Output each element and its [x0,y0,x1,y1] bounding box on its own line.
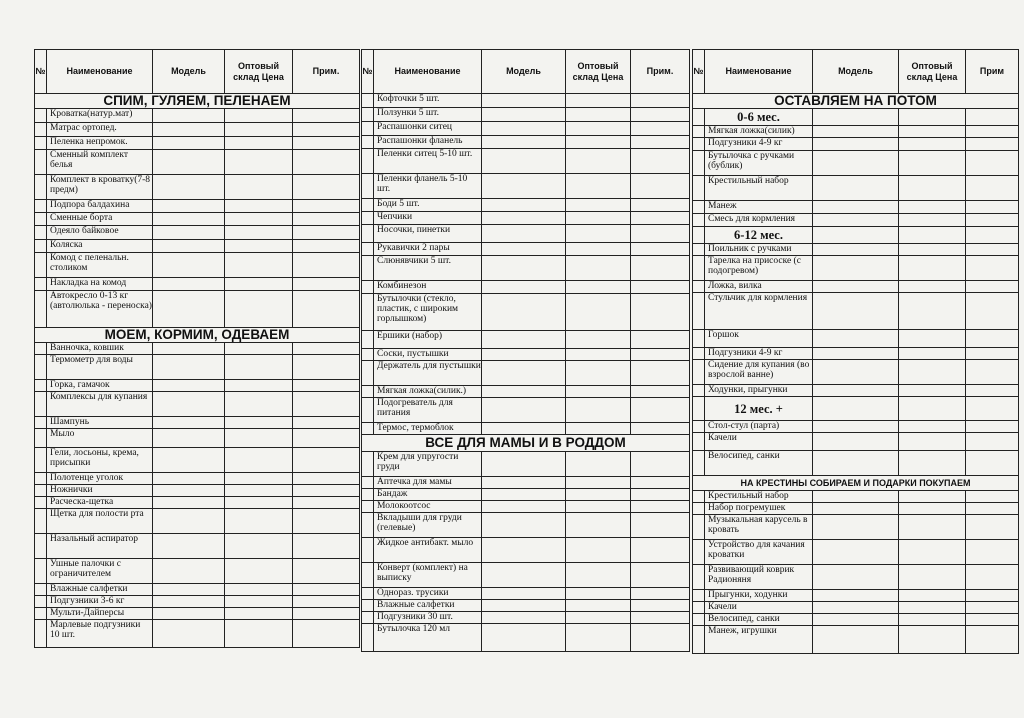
table-row [362,563,690,588]
item-name: Конверт (комплект) на выписку [374,563,482,588]
item-name: Подгузники 4-9 кг [705,348,813,360]
item-name: Комплексы для купания [47,392,153,417]
table-row [362,331,690,349]
item-name: Молокоотсос [374,501,482,513]
age-label: 12 мес. + [705,397,813,421]
age-row [693,397,1019,421]
header-wholesale: Оптовый склад Цена [225,50,293,94]
item-name: Сменные борта [47,213,153,226]
table-row [693,590,1019,602]
item-name: Поильник с ручками [705,244,813,256]
item-name: Качели [705,602,813,614]
table-row [362,149,690,174]
header-note: Прим [966,50,1019,94]
item-name: Термос, термоблок [374,423,482,435]
item-name: Мягкая ложка(силик.) [374,386,482,398]
item-name: Ножнички [47,485,153,497]
table-row [362,199,690,212]
table-row [693,281,1019,293]
header-name: Наименование [47,50,153,94]
table-row [362,612,690,624]
table-row [362,281,690,294]
section-row [35,328,360,343]
item-name: Пеленка непромок. [47,137,153,150]
table-row [35,226,360,240]
table-row [693,491,1019,503]
table-row [362,136,690,149]
table-row [362,122,690,136]
table-row [693,421,1019,433]
table-row [362,501,690,513]
item-name: Музыкальная карусель в кровать [705,515,813,540]
table-row [35,417,360,429]
item-name: Одеяло байковое [47,226,153,240]
table-row [35,448,360,473]
table-row [362,225,690,243]
table-row [362,452,690,477]
item-name: Аптечка для мамы [374,477,482,489]
item-name: Ванночка, ковшик [47,343,153,355]
item-name: Распашонки фланель [374,136,482,149]
section-row [35,94,360,109]
item-name: Бутылочка 120 мл [374,624,482,652]
left-table [34,49,360,648]
section-title: МОЕМ, КОРМИМ, ОДЕВАЕМ [35,328,360,343]
table-row [35,509,360,534]
item-name: Развивающий коврик Радионяня [705,565,813,590]
item-name: Подпора балдахина [47,200,153,213]
item-name: Матрас ортопед. [47,123,153,137]
header-model: Модель [153,50,225,94]
item-name: Влажные салфетки [47,584,153,596]
header-row [35,50,360,94]
table-row [35,200,360,213]
table-row [362,588,690,600]
item-name: Ушные палочки с ограничителем [47,559,153,584]
table-row [35,485,360,497]
table-row [35,150,360,175]
table-row [362,94,690,108]
item-name: Распашонки ситец [374,122,482,136]
item-name: Пеленки ситец 5-10 шт. [374,149,482,174]
table-row [362,423,690,435]
table-row [362,212,690,225]
item-name: Подгузники 30 шт. [374,612,482,624]
table-row [693,214,1019,227]
item-name: Назальный аспиратор [47,534,153,559]
item-name: Горка, гамачок [47,380,153,392]
table-row [362,174,690,199]
item-name: Ходунки, прыгунки [705,385,813,397]
item-name: Марлевые подгузники 10 шт. [47,620,153,648]
item-name: Велосипед, санки [705,451,813,476]
section-title: СПИМ, ГУЛЯЕМ, ПЕЛЕНАЕМ [35,94,360,109]
header-num: № [693,50,705,94]
age-label: 0-6 мес. [705,109,813,126]
item-name: Держатель для пустышки [374,361,482,386]
item-name: Крестильный набор [705,491,813,503]
item-name: Слюнявчики 5 шт. [374,256,482,281]
header-model: Модель [482,50,566,94]
table-row [35,620,360,648]
item-name: Подгузники 3-6 кг [47,596,153,608]
item-name: Велосипед, санки [705,614,813,626]
table-row [35,278,360,291]
table-row [693,176,1019,201]
item-name: Ползунки 5 шт. [374,108,482,122]
item-name: Влажные салфетки [374,600,482,612]
item-name: Мыло [47,429,153,448]
item-name: Крем для упругости груди [374,452,482,477]
item-name: Гели, лосьоны, крема, присыпки [47,448,153,473]
item-name: Расческа-щетка [47,497,153,509]
table-row [693,515,1019,540]
table-row [35,534,360,559]
item-name: Комбинезон [374,281,482,294]
table-row [693,360,1019,385]
table-row [362,600,690,612]
table-row [35,175,360,200]
header-name: Наименование [705,50,813,94]
table-row [35,584,360,596]
right-column [692,49,1018,654]
item-name: Пеленки фланель 5-10 шт. [374,174,482,199]
table-row [362,294,690,331]
table-row [362,398,690,423]
table-row [693,626,1019,654]
item-name: Комод с пеленальн. столиком [47,253,153,278]
header-row [693,50,1019,94]
table-row [693,451,1019,476]
header-num: № [35,50,47,94]
item-name: Подогреватель для питания [374,398,482,423]
table-row [35,392,360,417]
table-row [35,596,360,608]
item-name: Мульти-Дайперсы [47,608,153,620]
table-row [693,244,1019,256]
table-row [362,513,690,538]
table-row [693,151,1019,176]
middle-table [361,49,690,652]
table-row [362,361,690,386]
table-row [35,343,360,355]
table-row [35,213,360,226]
table-row [693,433,1019,451]
item-name: Стульчик для кормления [705,293,813,330]
item-name: Бутылочка с ручками (бублик) [705,151,813,176]
table-row [693,385,1019,397]
table-row [35,291,360,328]
table-row [35,559,360,584]
item-name: Боди 5 шт. [374,199,482,212]
item-name: Тарелка на присоске (с подогревом) [705,256,813,281]
item-name: Вкладыши для груди (гелевые) [374,513,482,538]
item-name: Манеж, игрушки [705,626,813,654]
header-note: Прим. [293,50,360,94]
item-name: Ложка, вилка [705,281,813,293]
header-name: Наименование [374,50,482,94]
table-row [693,330,1019,348]
section-title: НА КРЕСТИНЫ СОБИРАЕМ И ПОДАРКИ ПОКУПАЕМ [693,476,1019,491]
item-name: Рукавички 2 пары [374,243,482,256]
item-name: Чепчики [374,212,482,225]
table-row [693,602,1019,614]
section-row [693,476,1019,491]
header-note: Прим. [631,50,690,94]
table-row [362,538,690,563]
item-name: Кофточки 5 шт. [374,94,482,108]
age-row [693,109,1019,126]
item-name: Прыгунки, ходунки [705,590,813,602]
table-row [693,565,1019,590]
table-row [35,109,360,123]
item-name: Сидение для купания (во взрослой ванне) [705,360,813,385]
item-name: Комплект в кроватку(7-8 предм) [47,175,153,200]
table-row [693,256,1019,281]
left-column [34,49,359,648]
table-row [35,253,360,278]
item-name: Горшок [705,330,813,348]
item-name: Щетка для полости рта [47,509,153,534]
item-name: Манеж [705,201,813,214]
table-row [35,240,360,253]
table-row [693,201,1019,214]
header-wholesale: Оптовый склад Цена [899,50,966,94]
section-title: ВСЕ ДЛЯ МАМЫ И В РОДДОМ [362,435,690,452]
table-row [35,355,360,380]
table-row [35,380,360,392]
header-row [362,50,690,94]
item-name: Смесь для кормления [705,214,813,227]
age-label: 6-12 мес. [705,227,813,244]
item-name: Накладка на комод [47,278,153,291]
item-name: Качели [705,433,813,451]
item-name: Бутылочки (стекло, пластик, с широким горлышком) [374,294,482,331]
table-row [362,108,690,122]
table-row [693,293,1019,330]
section-row [693,94,1019,109]
item-name: Кроватка(натур.мат) [47,109,153,123]
item-name: Соски, пустышки [374,349,482,361]
age-row [693,227,1019,244]
table-row [693,540,1019,565]
middle-column [361,49,689,652]
item-name: Носочки, пинетки [374,225,482,243]
table-row [35,137,360,150]
item-name: Однораз. трусики [374,588,482,600]
table-row [35,473,360,485]
item-name: Крестильный набор [705,176,813,201]
table-row [362,624,690,652]
table-row [362,477,690,489]
section-title: ОСТАВЛЯЕМ НА ПОТОМ [693,94,1019,109]
table-row [362,256,690,281]
header-wholesale: Оптовый склад Цена [566,50,631,94]
item-name: Полотенце уголок [47,473,153,485]
item-name: Термометр для воды [47,355,153,380]
item-name: Устройство для качания кроватки [705,540,813,565]
item-name: Жидкое антибакт. мыло [374,538,482,563]
table-row [35,123,360,137]
table-row [362,489,690,501]
item-name: Набор погремушек [705,503,813,515]
header-num: № [362,50,374,94]
item-name: Бандаж [374,489,482,501]
item-name: Ершики (набор) [374,331,482,349]
item-name: Подгузники 4-9 кг [705,138,813,151]
item-name: Шампунь [47,417,153,429]
table-row [35,497,360,509]
table-row [362,243,690,256]
item-name: Сменный комплект белья [47,150,153,175]
header-model: Модель [813,50,899,94]
table-row [35,429,360,448]
item-name: Мягкая ложка(силик) [705,126,813,138]
table-row [693,126,1019,138]
table-row [693,614,1019,626]
right-table [692,49,1019,654]
table-row [362,386,690,398]
table-row [362,349,690,361]
table-row [693,348,1019,360]
item-name: Стол-стул (парта) [705,421,813,433]
table-row [693,138,1019,151]
table-row [693,503,1019,515]
section-row [362,435,690,452]
item-name: Автокресло 0-13 кг (автолюлька - переноска) [47,291,153,328]
table-row [35,608,360,620]
item-name: Коляска [47,240,153,253]
